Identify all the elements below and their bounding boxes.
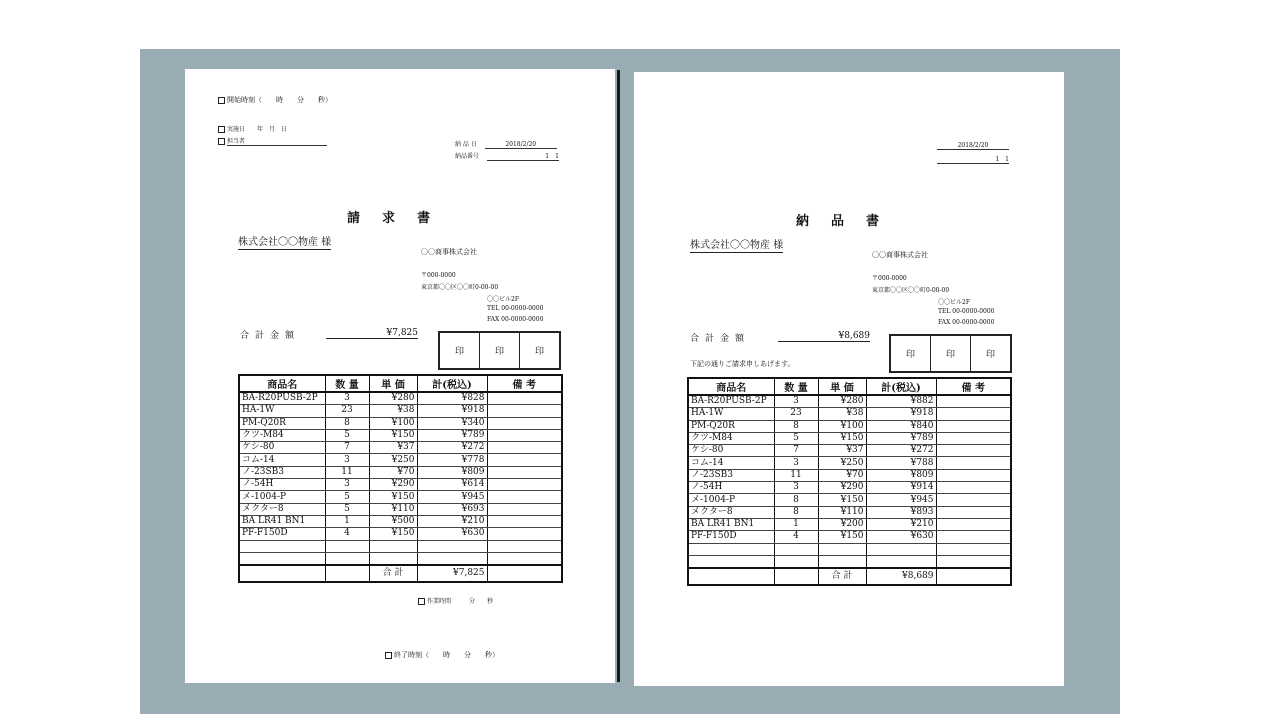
table-cell: ¥693 xyxy=(417,503,487,515)
table-cell xyxy=(936,568,1011,585)
table-cell xyxy=(325,565,369,582)
table-cell: ノ-54H xyxy=(239,479,325,491)
table-row xyxy=(688,457,1011,469)
table-cell xyxy=(239,540,325,552)
stamp-box: 印 xyxy=(891,336,931,371)
table-row xyxy=(688,506,1011,518)
table-cell xyxy=(936,395,1011,408)
table-row xyxy=(688,445,1011,457)
table-cell xyxy=(487,417,562,429)
table-cell: 3 xyxy=(325,454,369,466)
end-time-label: 終了時刻（ 時 分 秒） xyxy=(394,651,499,659)
table-cell: 8 xyxy=(325,417,369,429)
table-cell xyxy=(818,555,866,568)
person-label: 担当者 xyxy=(227,136,327,146)
table-cell xyxy=(774,555,818,568)
table-cell: ¥788 xyxy=(866,457,936,469)
table-cell: 5 xyxy=(325,503,369,515)
table-cell: ¥809 xyxy=(866,469,936,481)
table-cell: ¥893 xyxy=(866,506,936,518)
table-cell: 23 xyxy=(774,408,818,420)
table-cell: コム-14 xyxy=(688,457,774,469)
table-cell xyxy=(487,479,562,491)
checkbox-icon xyxy=(385,652,392,659)
table-header-row xyxy=(688,378,1011,395)
table-cell xyxy=(487,515,562,527)
sum-value: ¥8,689 xyxy=(866,568,936,585)
table-cell xyxy=(487,429,562,441)
table-cell: 3 xyxy=(325,479,369,491)
page-title: 請求書 xyxy=(347,211,453,226)
table-cell: ¥100 xyxy=(369,417,417,429)
customer-name: 株式会社〇〇物産 様 xyxy=(690,236,783,253)
doc-no-label: 納品番号 xyxy=(455,153,480,160)
doc-date-row xyxy=(455,139,557,149)
stamp-box: 印 xyxy=(480,333,520,368)
table-cell: 8 xyxy=(774,420,818,432)
request-note: 下記の通りご請求申しあげます。 xyxy=(690,360,795,368)
table-cell: 3 xyxy=(774,482,818,494)
table-header-row xyxy=(239,375,562,392)
table-cell: PM-Q20R xyxy=(239,417,325,429)
table-row xyxy=(688,518,1011,530)
stamp-box: 印 xyxy=(440,333,480,368)
table-cell xyxy=(487,442,562,454)
table-cell xyxy=(936,543,1011,555)
table-cell: ノ-23SB3 xyxy=(239,466,325,478)
table-cell xyxy=(688,555,774,568)
table-cell xyxy=(487,392,562,405)
table-cell: ¥500 xyxy=(369,515,417,527)
table-row xyxy=(688,555,1011,568)
table-cell: メクター8 xyxy=(239,503,325,515)
person-field xyxy=(218,136,327,146)
table-cell: ¥110 xyxy=(369,503,417,515)
table-row xyxy=(688,469,1011,481)
company-address: 東京都〇〇区〇〇町0-00-00 xyxy=(872,287,950,294)
table-cell: ¥150 xyxy=(369,491,417,503)
table-cell xyxy=(936,469,1011,481)
table-row xyxy=(239,466,562,478)
table-cell: 23 xyxy=(325,405,369,417)
table-cell: 4 xyxy=(325,528,369,540)
table-cell xyxy=(688,543,774,555)
start-time-field xyxy=(218,95,332,105)
work-time-field xyxy=(418,596,493,605)
table-row xyxy=(688,408,1011,420)
column-header: 単 価 xyxy=(369,375,417,392)
table-cell xyxy=(774,543,818,555)
table-cell xyxy=(936,445,1011,457)
items-table xyxy=(687,377,1012,586)
table-row xyxy=(688,482,1011,494)
table-row xyxy=(239,417,562,429)
table-row xyxy=(239,479,562,491)
table-row xyxy=(239,552,562,565)
table-cell: ケシ-80 xyxy=(688,445,774,457)
table-cell: BA-R20PUSB-2P xyxy=(239,392,325,405)
company-name: 〇〇商事株式会社 xyxy=(872,251,928,259)
table-cell: BA-R20PUSB-2P xyxy=(688,395,774,408)
table-cell: ¥945 xyxy=(417,491,487,503)
table-cell: 1 xyxy=(774,518,818,530)
table-cell: HA-1W xyxy=(688,408,774,420)
company-fax: FAX 00-0000-0000 xyxy=(938,319,995,326)
table-cell: 8 xyxy=(774,494,818,506)
table-cell: 1 xyxy=(325,515,369,527)
table-cell: ¥914 xyxy=(866,482,936,494)
sum-label: 合 計 xyxy=(818,568,866,585)
doc-date-row xyxy=(937,142,1009,150)
table-row xyxy=(239,454,562,466)
table-cell xyxy=(936,457,1011,469)
table-cell: ¥150 xyxy=(818,432,866,444)
total-value: ¥8,689 xyxy=(778,331,870,342)
sheet-divider xyxy=(617,70,620,682)
table-cell: ¥210 xyxy=(417,515,487,527)
sum-row xyxy=(688,568,1011,585)
stamp-box: 印 xyxy=(534,347,544,357)
company-address: 東京都〇〇区〇〇町0-00-00 xyxy=(421,284,499,291)
table-cell xyxy=(866,543,936,555)
table-row xyxy=(688,395,1011,408)
doc-date-value: 2018/2/20 xyxy=(485,141,557,149)
doc-date-label: 納 品 日 xyxy=(455,141,477,148)
table-cell: ¥70 xyxy=(369,466,417,478)
column-header: 計(税込) xyxy=(866,378,936,395)
table-row xyxy=(239,503,562,515)
table-cell xyxy=(936,518,1011,530)
company-tel: TEL 00-0000-0000 xyxy=(938,308,995,315)
table-row xyxy=(688,432,1011,444)
table-cell: ¥272 xyxy=(866,445,936,457)
table-cell xyxy=(866,555,936,568)
table-cell xyxy=(369,540,417,552)
stamp-box: 印 xyxy=(931,336,971,371)
table-cell: ¥280 xyxy=(818,395,866,408)
delivery-sheet xyxy=(634,72,1064,686)
doc-no-value: 1 1 xyxy=(937,154,1009,164)
stamp-boxes xyxy=(889,334,1012,373)
table-cell: ケシ-80 xyxy=(239,442,325,454)
table-cell: 3 xyxy=(774,395,818,408)
column-header: 数 量 xyxy=(325,375,369,392)
doc-no-row xyxy=(455,151,559,161)
sum-value: ¥7,825 xyxy=(417,565,487,582)
table-cell xyxy=(774,568,818,585)
table-cell xyxy=(936,506,1011,518)
table-cell: 3 xyxy=(325,392,369,405)
table-cell: ¥280 xyxy=(369,392,417,405)
table-cell: ¥110 xyxy=(818,506,866,518)
table-cell: ¥150 xyxy=(818,531,866,543)
stamp-boxes xyxy=(438,331,561,370)
table-cell xyxy=(688,568,774,585)
table-cell xyxy=(239,565,325,582)
table-cell xyxy=(487,540,562,552)
invoice-sheet xyxy=(185,69,615,683)
column-header: 備 考 xyxy=(487,375,562,392)
table-cell xyxy=(487,405,562,417)
table-cell: ¥210 xyxy=(866,518,936,530)
doc-date-value: 2018/2/20 xyxy=(937,142,1009,150)
table-cell xyxy=(487,503,562,515)
table-cell: ¥614 xyxy=(417,479,487,491)
table-cell: ¥630 xyxy=(866,531,936,543)
table-cell xyxy=(369,552,417,565)
table-row xyxy=(239,392,562,405)
table-cell: 4 xyxy=(774,531,818,543)
company-tel: TEL 00-0000-0000 xyxy=(487,305,544,312)
table-cell: クツ-M84 xyxy=(688,432,774,444)
total-value: ¥7,825 xyxy=(326,328,418,339)
start-time-label: 開始時刻（ 時 分 秒） xyxy=(227,96,332,104)
table-cell: ¥272 xyxy=(417,442,487,454)
table-cell: ¥809 xyxy=(417,466,487,478)
checkbox-icon xyxy=(418,598,425,605)
table-row xyxy=(239,429,562,441)
table-cell: 11 xyxy=(774,469,818,481)
table-cell: コム-14 xyxy=(239,454,325,466)
table-row xyxy=(688,531,1011,543)
table-row xyxy=(239,491,562,503)
table-cell: 5 xyxy=(325,491,369,503)
table-cell: ¥789 xyxy=(417,429,487,441)
checkbox-icon xyxy=(218,138,225,145)
company-postal: 〒000-0000 xyxy=(421,272,456,279)
table-cell: HA-1W xyxy=(239,405,325,417)
table-cell xyxy=(325,552,369,565)
column-header: 商品名 xyxy=(688,378,774,395)
table-cell xyxy=(936,408,1011,420)
column-header: 単 価 xyxy=(818,378,866,395)
table-cell: 3 xyxy=(774,457,818,469)
company-fax: FAX 00-0000-0000 xyxy=(487,316,544,323)
customer-name: 株式会社〇〇物産 様 xyxy=(238,233,331,250)
table-cell: ¥340 xyxy=(417,417,487,429)
table-row xyxy=(239,540,562,552)
table-row xyxy=(239,405,562,417)
sum-row xyxy=(239,565,562,582)
table-cell: ¥290 xyxy=(369,479,417,491)
end-time-field xyxy=(385,650,499,660)
doc-no-value: 1 1 xyxy=(487,151,559,161)
total-label: 合計金額 xyxy=(240,331,301,341)
table-cell: ¥38 xyxy=(369,405,417,417)
table-row xyxy=(688,420,1011,432)
table-cell xyxy=(417,552,487,565)
table-cell: ノ-54H xyxy=(688,482,774,494)
table-cell xyxy=(487,552,562,565)
table-cell: 7 xyxy=(325,442,369,454)
column-header: 商品名 xyxy=(239,375,325,392)
company-building: 〇〇ビル2F xyxy=(938,299,970,306)
table-cell: クツ-M84 xyxy=(239,429,325,441)
column-header: 計(税込) xyxy=(417,375,487,392)
table-cell: ¥630 xyxy=(417,528,487,540)
table-cell: ¥150 xyxy=(369,528,417,540)
table-cell: ¥70 xyxy=(818,469,866,481)
total-label: 合計金額 xyxy=(690,334,751,344)
table-cell: ¥150 xyxy=(818,494,866,506)
page-title: 納品書 xyxy=(796,214,902,229)
table-cell: ¥37 xyxy=(818,445,866,457)
table-cell: 11 xyxy=(325,466,369,478)
table-cell: ¥840 xyxy=(866,420,936,432)
table-cell: メクター8 xyxy=(688,506,774,518)
work-time-label: 作業時間 分 秒 xyxy=(427,598,494,605)
table-cell: PF-F150D xyxy=(688,531,774,543)
table-cell xyxy=(936,555,1011,568)
table-cell: ¥250 xyxy=(818,457,866,469)
table-cell: ¥918 xyxy=(866,408,936,420)
table-cell: 8 xyxy=(774,506,818,518)
company-postal: 〒000-0000 xyxy=(872,275,907,282)
table-cell: ノ-23SB3 xyxy=(688,469,774,481)
table-cell xyxy=(936,531,1011,543)
company-name: 〇〇商事株式会社 xyxy=(421,248,477,256)
table-cell: ¥38 xyxy=(818,408,866,420)
table-row xyxy=(688,494,1011,506)
table-cell xyxy=(239,552,325,565)
table-cell: メ-1004-P xyxy=(239,491,325,503)
table-row xyxy=(239,515,562,527)
table-cell xyxy=(487,454,562,466)
table-cell xyxy=(936,432,1011,444)
table-cell: ¥290 xyxy=(818,482,866,494)
table-cell: ¥200 xyxy=(818,518,866,530)
table-cell: BA LR41 BN1 xyxy=(688,518,774,530)
column-header: 数 量 xyxy=(774,378,818,395)
table-cell: ¥882 xyxy=(866,395,936,408)
impl-date-label: 実施日 年 月 日 xyxy=(227,126,288,133)
table-cell: ¥250 xyxy=(369,454,417,466)
impl-date-field xyxy=(218,124,287,133)
table-cell xyxy=(487,565,562,582)
column-header: 備 考 xyxy=(936,378,1011,395)
table-cell xyxy=(936,420,1011,432)
table-cell xyxy=(936,482,1011,494)
table-cell: ¥100 xyxy=(818,420,866,432)
table-cell xyxy=(325,540,369,552)
table-cell xyxy=(818,543,866,555)
table-row xyxy=(688,543,1011,555)
sum-label: 合 計 xyxy=(369,565,417,582)
table-cell: ¥828 xyxy=(417,392,487,405)
table-cell: ¥918 xyxy=(417,405,487,417)
items-table xyxy=(238,374,563,583)
table-row xyxy=(239,442,562,454)
table-cell: ¥789 xyxy=(866,432,936,444)
table-cell: 7 xyxy=(774,445,818,457)
table-cell: 5 xyxy=(325,429,369,441)
table-cell xyxy=(487,528,562,540)
table-cell: PM-Q20R xyxy=(688,420,774,432)
company-building: 〇〇ビル2F xyxy=(487,296,519,303)
doc-no-row xyxy=(937,154,1009,164)
table-cell xyxy=(487,466,562,478)
table-cell: ¥778 xyxy=(417,454,487,466)
table-cell: 5 xyxy=(774,432,818,444)
table-row xyxy=(239,528,562,540)
table-cell: メ-1004-P xyxy=(688,494,774,506)
stamp-box: 印 xyxy=(985,350,995,360)
table-cell xyxy=(936,494,1011,506)
table-cell xyxy=(487,491,562,503)
checkbox-icon xyxy=(218,126,225,133)
table-cell: BA LR41 BN1 xyxy=(239,515,325,527)
table-cell: PF-F150D xyxy=(239,528,325,540)
checkbox-icon xyxy=(218,97,225,104)
table-cell: ¥37 xyxy=(369,442,417,454)
table-cell xyxy=(417,540,487,552)
table-cell: ¥150 xyxy=(369,429,417,441)
table-cell: ¥945 xyxy=(866,494,936,506)
